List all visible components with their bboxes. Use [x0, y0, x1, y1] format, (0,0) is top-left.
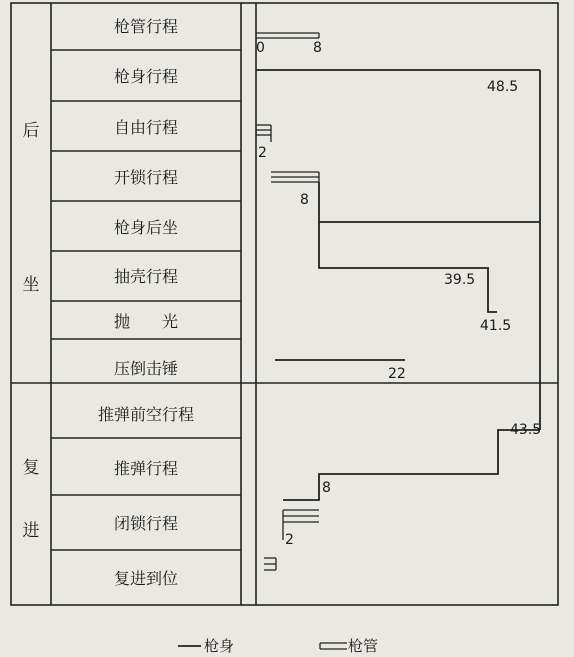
- group-label-hou: 后: [22, 121, 40, 141]
- row-label: 抛 光: [113, 312, 179, 331]
- row-label: 推弹前空行程: [97, 405, 195, 424]
- legend: [178, 637, 378, 655]
- row-label: 抽壳行程: [113, 267, 179, 286]
- legend-body-label: 枪身: [204, 637, 235, 655]
- group-label-jin: 进: [22, 521, 40, 541]
- value-label: 48.5: [487, 79, 519, 95]
- row-label: 枪身后坐: [113, 218, 179, 237]
- value-label: 2: [258, 145, 267, 161]
- body-path: [256, 70, 540, 500]
- row-label: 复进到位: [113, 569, 179, 588]
- value-label: 43.5: [510, 422, 542, 438]
- row-label: 推弹行程: [113, 459, 179, 478]
- value-label: 0: [256, 40, 265, 56]
- table-frame: [11, 3, 558, 605]
- row-label: 闭锁行程: [113, 514, 179, 533]
- value-label: 22: [388, 366, 406, 382]
- row-label: 枪身行程: [113, 67, 179, 86]
- value-label: 8: [313, 40, 322, 56]
- value-label: 2: [285, 532, 294, 548]
- group-label-fu: 复: [22, 458, 40, 478]
- value-label: 39.5: [444, 272, 476, 288]
- row-label: 开锁行程: [113, 168, 179, 187]
- value-label: 8: [322, 480, 331, 496]
- legend-barrel-swatch: [320, 643, 347, 649]
- row-label: 自由行程: [113, 118, 179, 137]
- value-label: 41.5: [480, 318, 512, 334]
- row-label: 枪管行程: [113, 17, 179, 36]
- group-label-zuo: 坐: [22, 275, 40, 295]
- legend-barrel-label: 枪管: [348, 637, 379, 655]
- barrel-bars: [256, 33, 319, 570]
- row-label: 压倒击锤: [113, 359, 179, 378]
- value-label: 8: [300, 192, 309, 208]
